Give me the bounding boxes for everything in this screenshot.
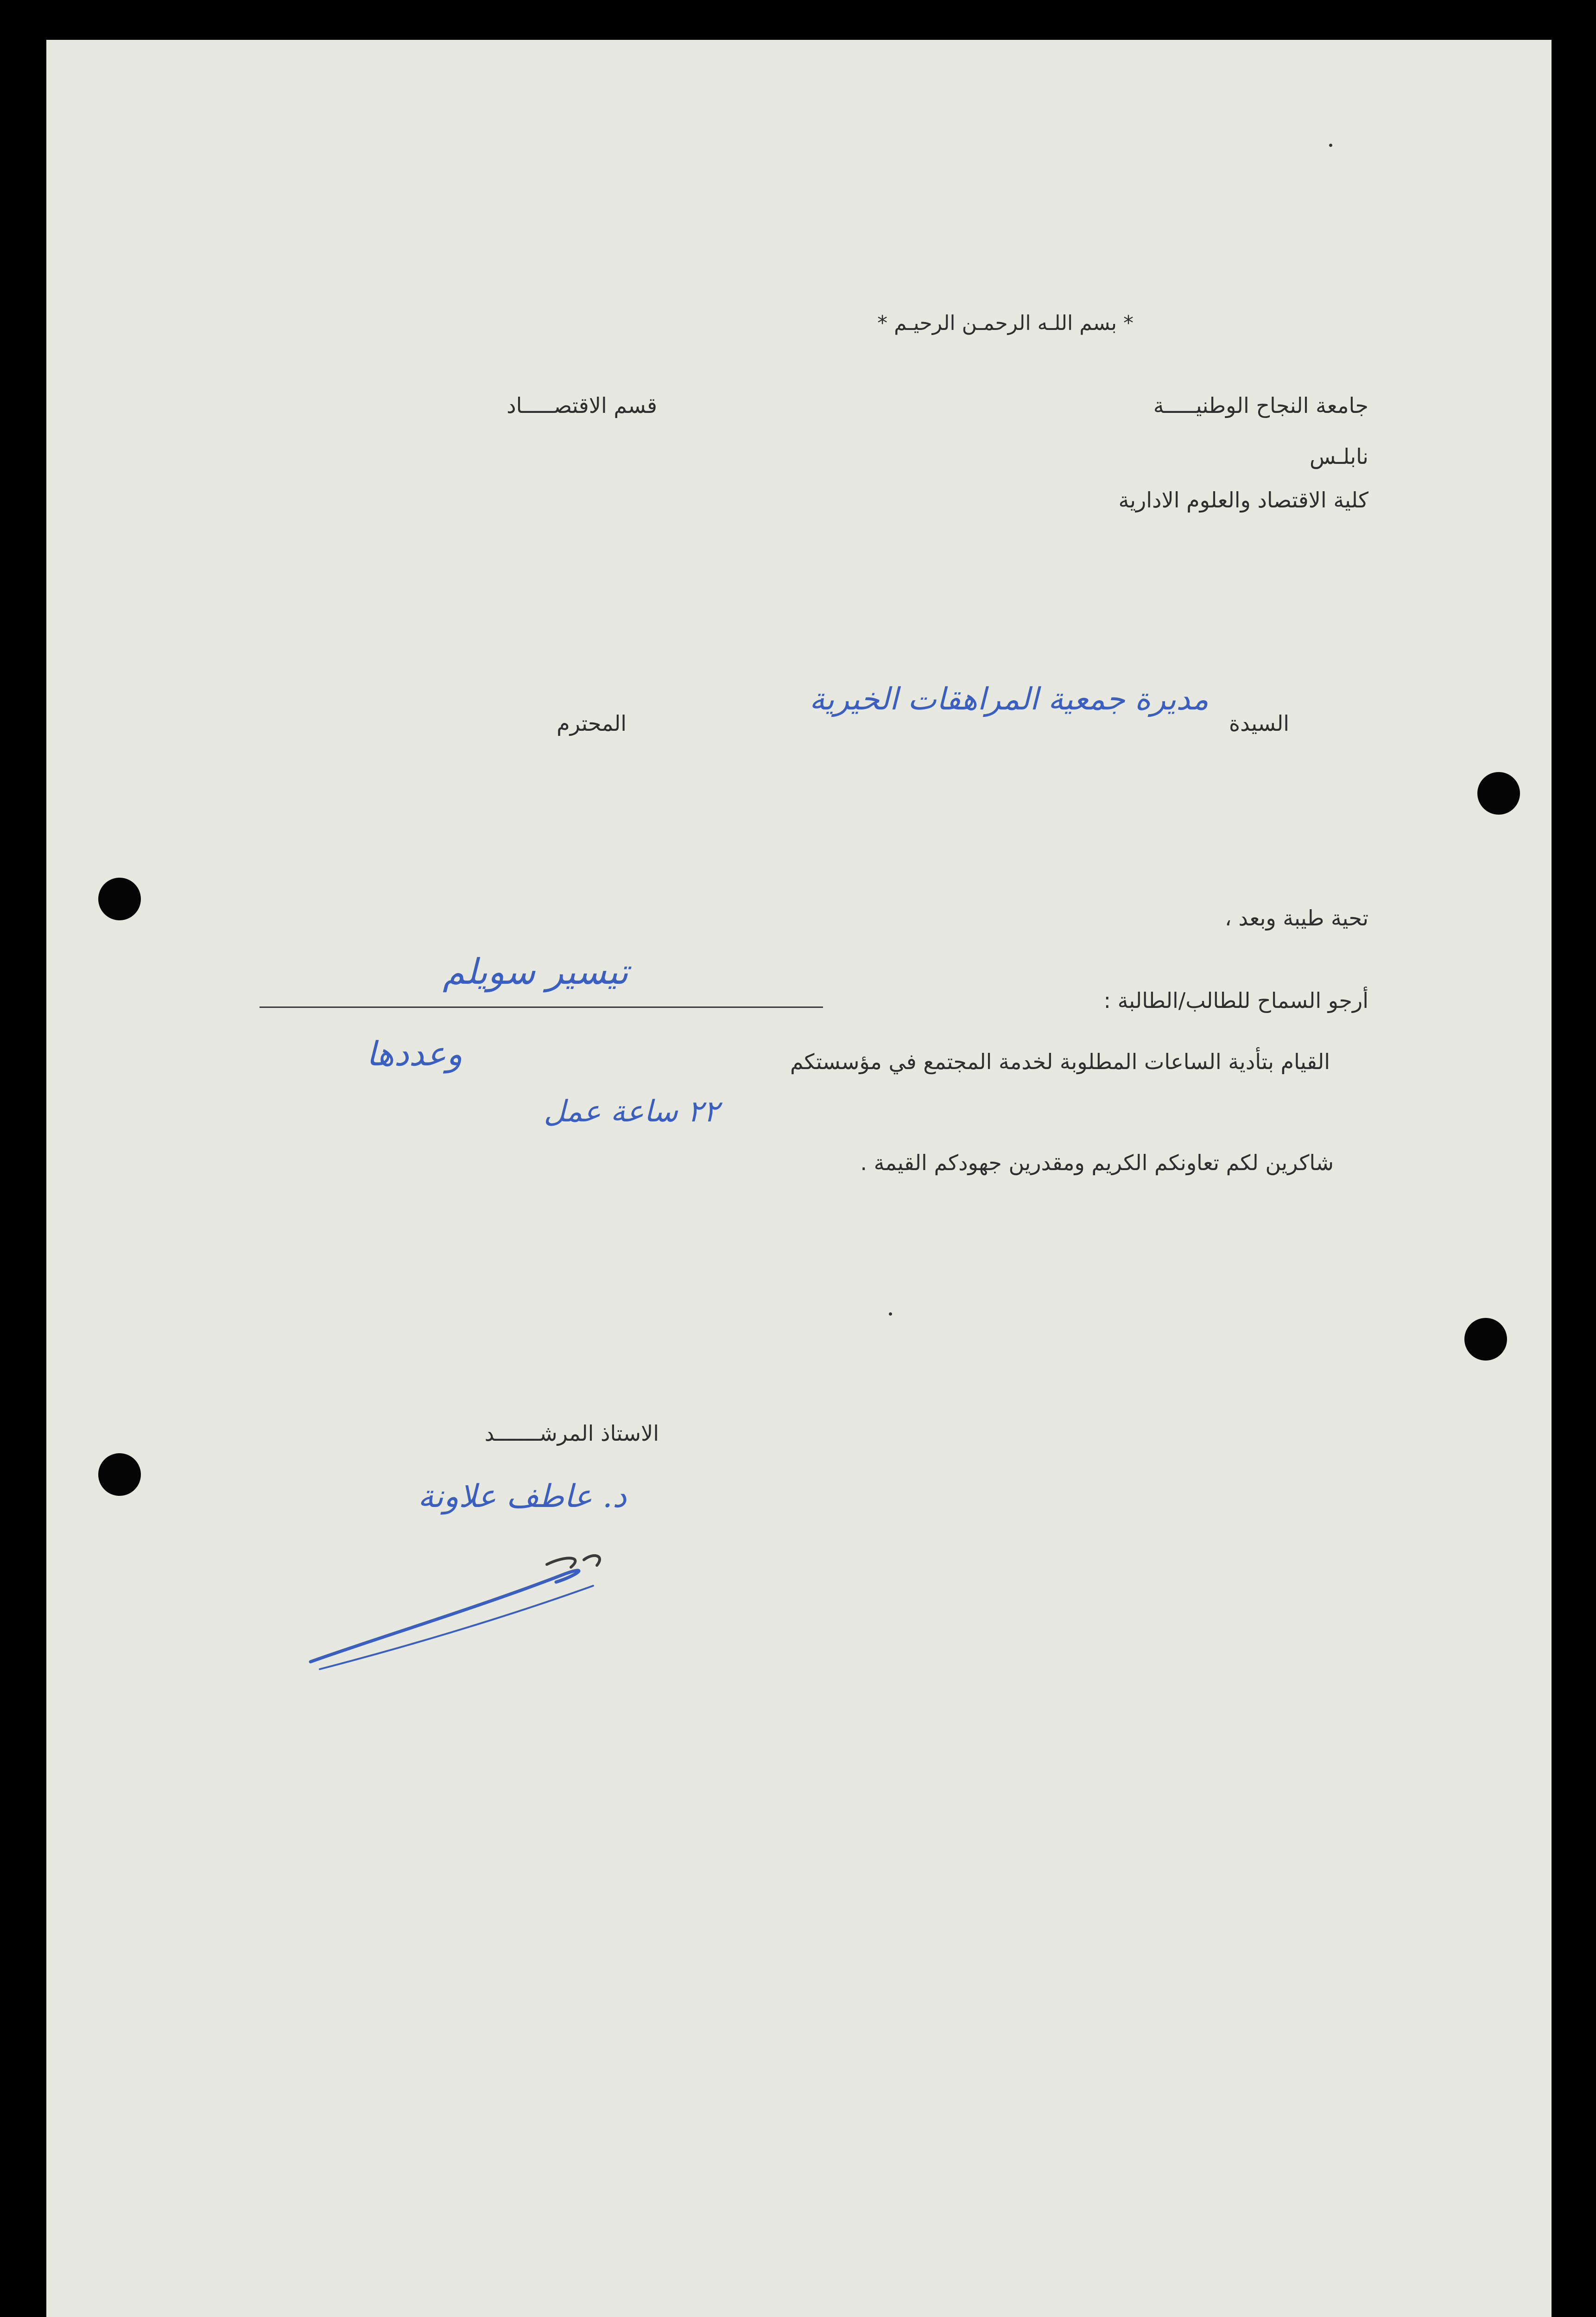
advisor-signature-name: د. عاطف علاونة (418, 1478, 627, 1515)
letter-page (46, 40, 1552, 2317)
request-body: القيام بتأدية الساعات المطلوبة لخدمة المجتمع في مؤسستكم (790, 1049, 1330, 1074)
student-name-handwritten: تيسير سويلم (443, 951, 628, 992)
sender-department: قسم الاقتصـــــاد (507, 393, 657, 418)
recipient-honorific: المحترم (557, 711, 627, 736)
recipient-handwritten: مديرة جمعية المراهقات الخيرية (809, 681, 1209, 717)
punch-hole-left-bottom (98, 1453, 141, 1496)
request-intro: أرجو السماح للطالب/الطالبة : (1103, 988, 1368, 1013)
hours-note-handwritten: وعددها (366, 1034, 462, 1073)
signature-flourish (306, 1523, 658, 1680)
paper-speck (889, 1312, 892, 1316)
hours-handwritten: ٢٢ ساعة عمل (544, 1095, 719, 1129)
greeting: تحية طيبة وبعد ، (1224, 905, 1368, 931)
sender-city: نابلـس (1310, 444, 1368, 469)
punch-hole-right-bottom (1464, 1318, 1507, 1361)
basmala: * بسم اللـه الرحمـن الرحيـم * (877, 311, 1134, 335)
recipient-title: السيدة (1229, 711, 1289, 736)
thanks-line: شاكرين لكم تعاونكم الكريم ومقدرين جهودكم القيمة . (860, 1150, 1334, 1175)
student-name-line (260, 1007, 823, 1008)
paper-speck (1329, 144, 1332, 147)
sender-university: جامعة النجاح الوطنيـــــة (1153, 393, 1368, 418)
sender-faculty: كلية الاقتصاد والعلوم الادارية (1118, 487, 1368, 513)
advisor-label: الاستاذ المرشـــــــد (484, 1421, 659, 1446)
punch-hole-right-top (1477, 772, 1520, 815)
punch-hole-left-top (98, 878, 141, 920)
